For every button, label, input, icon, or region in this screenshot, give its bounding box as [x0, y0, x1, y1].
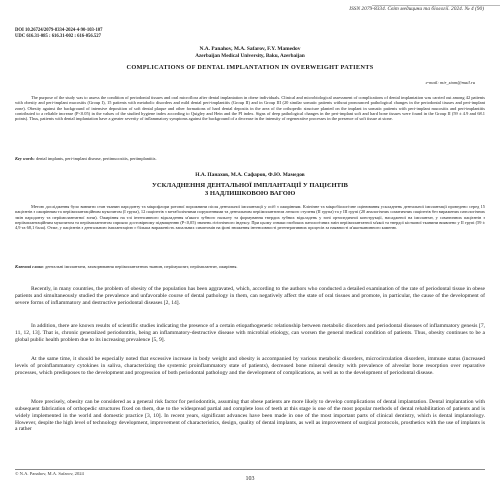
doi: DOI 10.26724/2079-8334-2024-4-90-103-107	[15, 28, 103, 33]
body-paragraph-4: More precisely, obesity can be considered as a general risk factor for periodontitis, assuming that obese patients are more likely to develop complications of dental implantation. Dental implantation with subsequent fabrication of orthopedic structures fixed on them, due to the widespread partial and complete loss of teeth at this stage is one of the most popular methods of dental rehabilitation of patients and is widely implemented in the world and domestic practice [3, 10]. In recent years, significant advances have been made in one of the most important parts of clinical dentistry, which is dental implantology. However, despite the high level of technology development, improvement of characteristics, design, quality of dental implants, as well as improvement of surgical protocols, prosthetics with the use of implants is a rather	[15, 399, 485, 433]
journal-header	[0, 0, 500, 20]
keywords-label-ua: Ключові слова	[15, 264, 43, 269]
abstract-en: The purpose of the study was to assess the condition of periodontal tissues and oral microflora after dental implantation in obese individuals. Clinical and microbiological assessment of complications of dental implantation was carried out among 42 patients with obesity and peri-implant mucositis (Group I), 15 patients with metabolic disorders and mild dental peri-implantitis (Group II) and in Group III (20 similar somatic patients without pronounced pathological changes in the periodontal tissues and peri-implant zone). Obesity against the background of intensive deposition of soft dental plaque and other formations of hard dental deposits in the area of the orthopedic structure planted on the implant in somatic patients with peri-implant mucositis and peri-implantitis contributed to a reliable increase (P<0.05) in the values of the studied hygiene index according to Quigley and Hein and the PI index. Signs of deep pathological changes in the peri-implant soft and hard bone tissues were found in the Group II (59 ± 4.9 and 68.1 points). Thus, patients with dental implantation have a greater severity of inflammatory symptoms against the background of a decrease in the intensity of regenerative processes in the presence of soft tissue at stone.	[15, 95, 485, 121]
authors-ua: Н.А. Панахов, М.А. Сафаров, Ф.Ю. Мамедов	[195, 172, 305, 178]
keywords-en	[15, 156, 485, 161]
abstract-ua: Метою дослідження було вивчити стан тканин пародонту та мікрофлори ротової порожнини після дентальної імплантації у осіб з ожирінням. Клінічне та мікробіологічне оцінювання ускладнень дентальної імплантації проведено серед 15 пацієнтів з ожирінням та періімплантаційним мукозитом (І група), 12 пацієнтів з метаболічними порушеннями та дентальним періімплантитом легкого ступеня (ІІ група) та у ІІІ групі (20 аналогічних соматичних пацієнтів без виражених патологічних змін пародонту та періімплантатної зони). Ожиріння на тлі інтенсивного відкладення м'якого зубного нальоту та формування твердих зубних відкладень у зоні ортопедичної конструкції, насадженої на імплантат, у соматичних пацієнтів з періімплантаційним мукозитом та періімплантитом сприяло достовірному підвищенню (Р<0,05) значень гігієнічного індексу. При цьому ознаки глибоких патологічних змін періімплантатної м'якої та твердої кісткової тканини виявлено у ІІ групі (59 ± 4,9 та 68,1 бала). Отже, у пацієнтів з дентальною імплантацією є більша вираженість запальних симптомів на фоні зниження інтенсивності регенеративних процесів за наявності м'якотканинного каменю.	[15, 204, 485, 230]
udc: UDC 616.31-085 : 616.31-002 : 616-056.527	[15, 34, 101, 39]
journal-issn: ISSN 2079-8334. Світ медицини та біології. 2024. № 4 (90)	[349, 6, 484, 12]
authors-en: N.A. Panahov, M.A. Safarov, F.Y. Mamedov	[199, 46, 301, 52]
copyright: © N.A. Panahov, M.A. Safarov, 2024	[15, 471, 84, 476]
keywords-label: Key words	[15, 156, 34, 161]
email: e-mail: mir_stom@mail.ru	[425, 80, 475, 85]
keywords-text: : dental implants, peri-implant disease, periimucositis, periimplantitis.	[33, 156, 157, 161]
body-paragraph-2: In addition, there are known results of scientific studies indicating the presence of a certain etiopathogenetic relationship between metabolic disorders and periodontal diseases of inflammatory genesis [7, 11, 12, 13]. That is, chronic generalized periodontitis, being an inflammatory-destructive disease with microbial etiology, can worsen the general medical condition of patients. Thus, obesity continues to be a global public health problem due to its increasing prevalence [5, 9].	[15, 323, 485, 343]
affiliation: Azerbaijan Medical University, Baku, Azerbaijan	[195, 53, 305, 59]
keywords-text-ua: : дентальні імплантати, захворювання періімплантатних тканин, періімукозит, періімплантит, ожиріння.	[42, 264, 238, 269]
body-paragraph-3: At the same time, it should be especially noted that excessive increase in body weight and obesity is accompanied by various metabolic disorders, microcirculation disorders, immune status (increased levels of proinflammatory cytokines in saliva, characterizing the systemic proinflammatory state of patients), decreased bone mineral density with prevalence of alveolar bone resorption over reparative processes, which predisposes to the development and progression of both periodontal pathology and the development of complications, as well as to the development of periodontal disease.	[15, 356, 485, 376]
article-title-en: COMPLICATIONS OF DENTAL IMPLANTATION IN OVERWEIGHT PATIENTS	[126, 64, 374, 71]
article-title-ua-1: УСКЛАДНЕННЯ ДЕНТАЛЬНОЇ ІМПЛАНТАЦІЇ У ПАЦІЄНТІВ	[152, 182, 348, 189]
keywords-ua	[15, 264, 485, 269]
article-title-ua-2: З НАДЛИШКОВОЮ ВАГОЮ	[204, 190, 296, 197]
page-number: 103	[245, 476, 255, 482]
body-paragraph-1: Recently, in many countries, the problem of obesity of the population has been aggravated, which, according to the authors who conducted a detailed examination of the rate of periodontal tissue in obese patients and simultaneously studied the prevalence and unfavorable course of dental pathology in them, can negatively affect the state of oral tissues and promote, in particular, the cause of the development of severe forms of inflammatory and destructive periodontal diseases [2, 14].	[15, 286, 485, 306]
footer-rule	[15, 469, 485, 470]
